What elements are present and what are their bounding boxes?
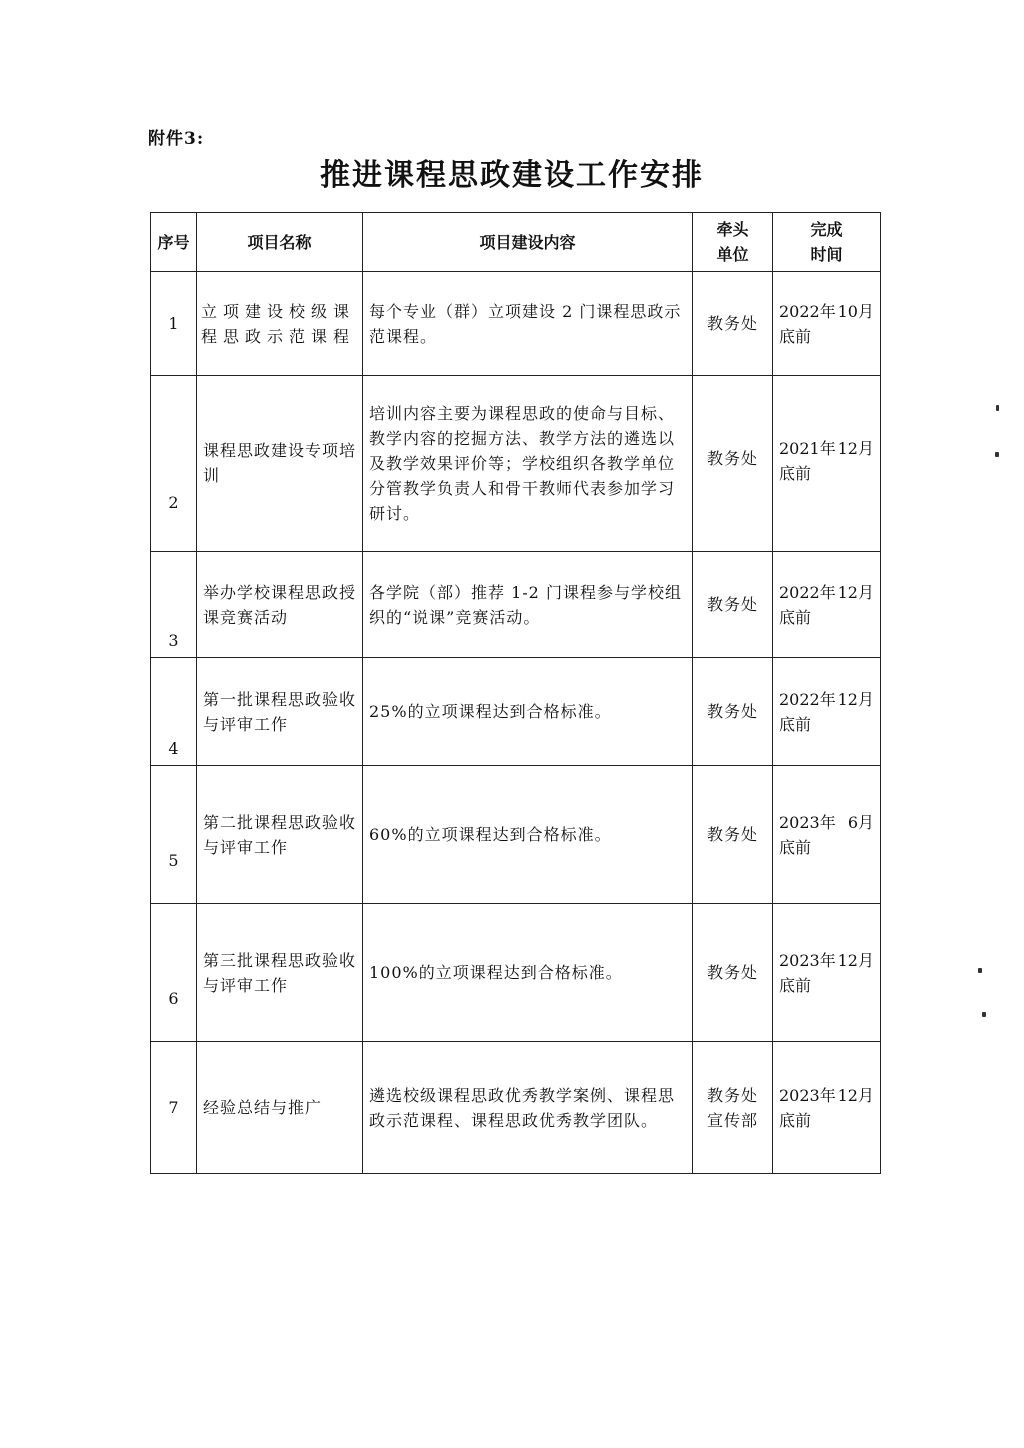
table-row bbox=[151, 272, 881, 376]
row-content: 每个专业（群）立项建设 2 门课程思政示范课程。 bbox=[363, 272, 693, 376]
row-time-suffix: 底前 bbox=[779, 464, 812, 483]
row-time bbox=[773, 272, 881, 376]
row-time-year: 2022年 bbox=[779, 689, 836, 709]
table-row bbox=[151, 658, 881, 766]
header-unit-line1: 牵头 bbox=[716, 220, 749, 239]
row-unit-line2: 宣传部 bbox=[706, 1110, 758, 1130]
row-unit bbox=[693, 272, 773, 376]
header-unit-line2: 单位 bbox=[716, 245, 749, 264]
header-seq: 序号 bbox=[151, 213, 197, 272]
row-time-month: 12月 bbox=[837, 950, 874, 970]
row-time bbox=[773, 552, 881, 658]
row-time-month: 12月 bbox=[837, 439, 874, 458]
row-name: 第二批课程思政验收与评审工作 bbox=[197, 766, 363, 904]
table-row bbox=[151, 1042, 881, 1174]
row-name: 第一批课程思政验收与评审工作 bbox=[197, 658, 363, 766]
row-name: 课程思政建设专项培训 bbox=[197, 376, 363, 552]
row-unit bbox=[693, 766, 773, 904]
row-time-year: 2023年 bbox=[779, 1085, 836, 1105]
attachment-label: 附件3: bbox=[148, 129, 205, 149]
row-name: 第三批课程思政验收与评审工作 bbox=[197, 904, 363, 1042]
row-time-suffix: 底前 bbox=[779, 714, 812, 734]
row-time-suffix: 底前 bbox=[779, 837, 812, 857]
row-time-year: 2022年 bbox=[779, 301, 836, 321]
scan-speck bbox=[982, 1012, 986, 1017]
row-content: 培训内容主要为课程思政的使命与目标、教学内容的挖掘方法、教学方法的遴选以及教学效果评价等；学校组织各教学单位分管教学负责人和骨干教师代表参加学习研讨。 bbox=[363, 376, 693, 552]
table-row bbox=[151, 552, 881, 658]
row-time-suffix: 底前 bbox=[779, 975, 812, 995]
row-time-month: 10月 bbox=[837, 301, 874, 321]
row-time-month: 12月 bbox=[837, 1085, 874, 1105]
row-content: 各学院（部）推荐 1-2 门课程参与学校组织的“说课”竞赛活动。 bbox=[363, 552, 693, 658]
header-content: 项目建设内容 bbox=[363, 213, 693, 272]
row-seq: 4 bbox=[151, 658, 197, 766]
row-unit-line1: 教务处 bbox=[706, 963, 758, 982]
row-seq: 6 bbox=[151, 904, 197, 1042]
row-content: 遴选校级课程思政优秀教学案例、课程思政示范课程、课程思政优秀教学团队。 bbox=[363, 1042, 693, 1174]
header-time-line2: 时间 bbox=[810, 245, 843, 264]
row-unit-line1: 教务处 bbox=[706, 314, 758, 333]
table-row bbox=[151, 904, 881, 1042]
header-name: 项目名称 bbox=[197, 213, 363, 272]
row-time bbox=[773, 658, 881, 766]
row-time-month: 6月 bbox=[847, 812, 874, 832]
header-time bbox=[773, 213, 881, 272]
row-name: 立项建设校级课程思政示范课程 bbox=[197, 272, 363, 376]
row-time-suffix: 底前 bbox=[779, 1110, 812, 1130]
scan-speck bbox=[978, 968, 982, 973]
scan-speck bbox=[996, 405, 999, 411]
row-unit bbox=[693, 376, 773, 552]
row-seq: 5 bbox=[151, 766, 197, 904]
row-time-year: 2021年 bbox=[779, 439, 836, 458]
row-time-month: 12月 bbox=[837, 582, 874, 602]
row-name: 经验总结与推广 bbox=[197, 1042, 363, 1174]
row-seq: 3 bbox=[151, 552, 197, 658]
row-time-year: 2023年 bbox=[779, 812, 836, 832]
row-unit-line1: 教务处 bbox=[706, 595, 758, 614]
table-row bbox=[151, 376, 881, 552]
row-time-month: 12月 bbox=[837, 689, 874, 709]
row-content: 60%的立项课程达到合格标准。 bbox=[363, 766, 693, 904]
row-unit bbox=[693, 1042, 773, 1174]
row-content: 25%的立项课程达到合格标准。 bbox=[363, 658, 693, 766]
table-row bbox=[151, 766, 881, 904]
row-unit-line1: 教务处 bbox=[706, 702, 758, 721]
row-name: 举办学校课程思政授课竞赛活动 bbox=[197, 552, 363, 658]
row-seq: 2 bbox=[151, 376, 197, 552]
row-unit-line1: 教务处 bbox=[706, 825, 758, 844]
header-unit bbox=[693, 213, 773, 272]
header-time-line1: 完成 bbox=[810, 220, 843, 239]
row-time bbox=[773, 376, 881, 552]
row-time-suffix: 底前 bbox=[779, 607, 812, 627]
row-time-suffix: 底前 bbox=[779, 326, 812, 346]
row-seq: 1 bbox=[151, 272, 197, 376]
row-unit-line1: 教务处 bbox=[706, 1085, 758, 1105]
row-time bbox=[773, 766, 881, 904]
row-time-year: 2023年 bbox=[779, 950, 836, 970]
row-unit bbox=[693, 658, 773, 766]
row-unit bbox=[693, 552, 773, 658]
row-time bbox=[773, 904, 881, 1042]
document-title: 推进课程思政建设工作安排 bbox=[320, 158, 704, 193]
row-unit bbox=[693, 904, 773, 1042]
row-time bbox=[773, 1042, 881, 1174]
table-header-row bbox=[151, 213, 881, 272]
row-time-year: 2022年 bbox=[779, 582, 836, 602]
row-content: 100%的立项课程达到合格标准。 bbox=[363, 904, 693, 1042]
work-plan-table bbox=[150, 212, 881, 1174]
row-unit-line1: 教务处 bbox=[706, 449, 758, 468]
row-seq: 7 bbox=[151, 1042, 197, 1174]
scan-speck bbox=[995, 452, 999, 457]
